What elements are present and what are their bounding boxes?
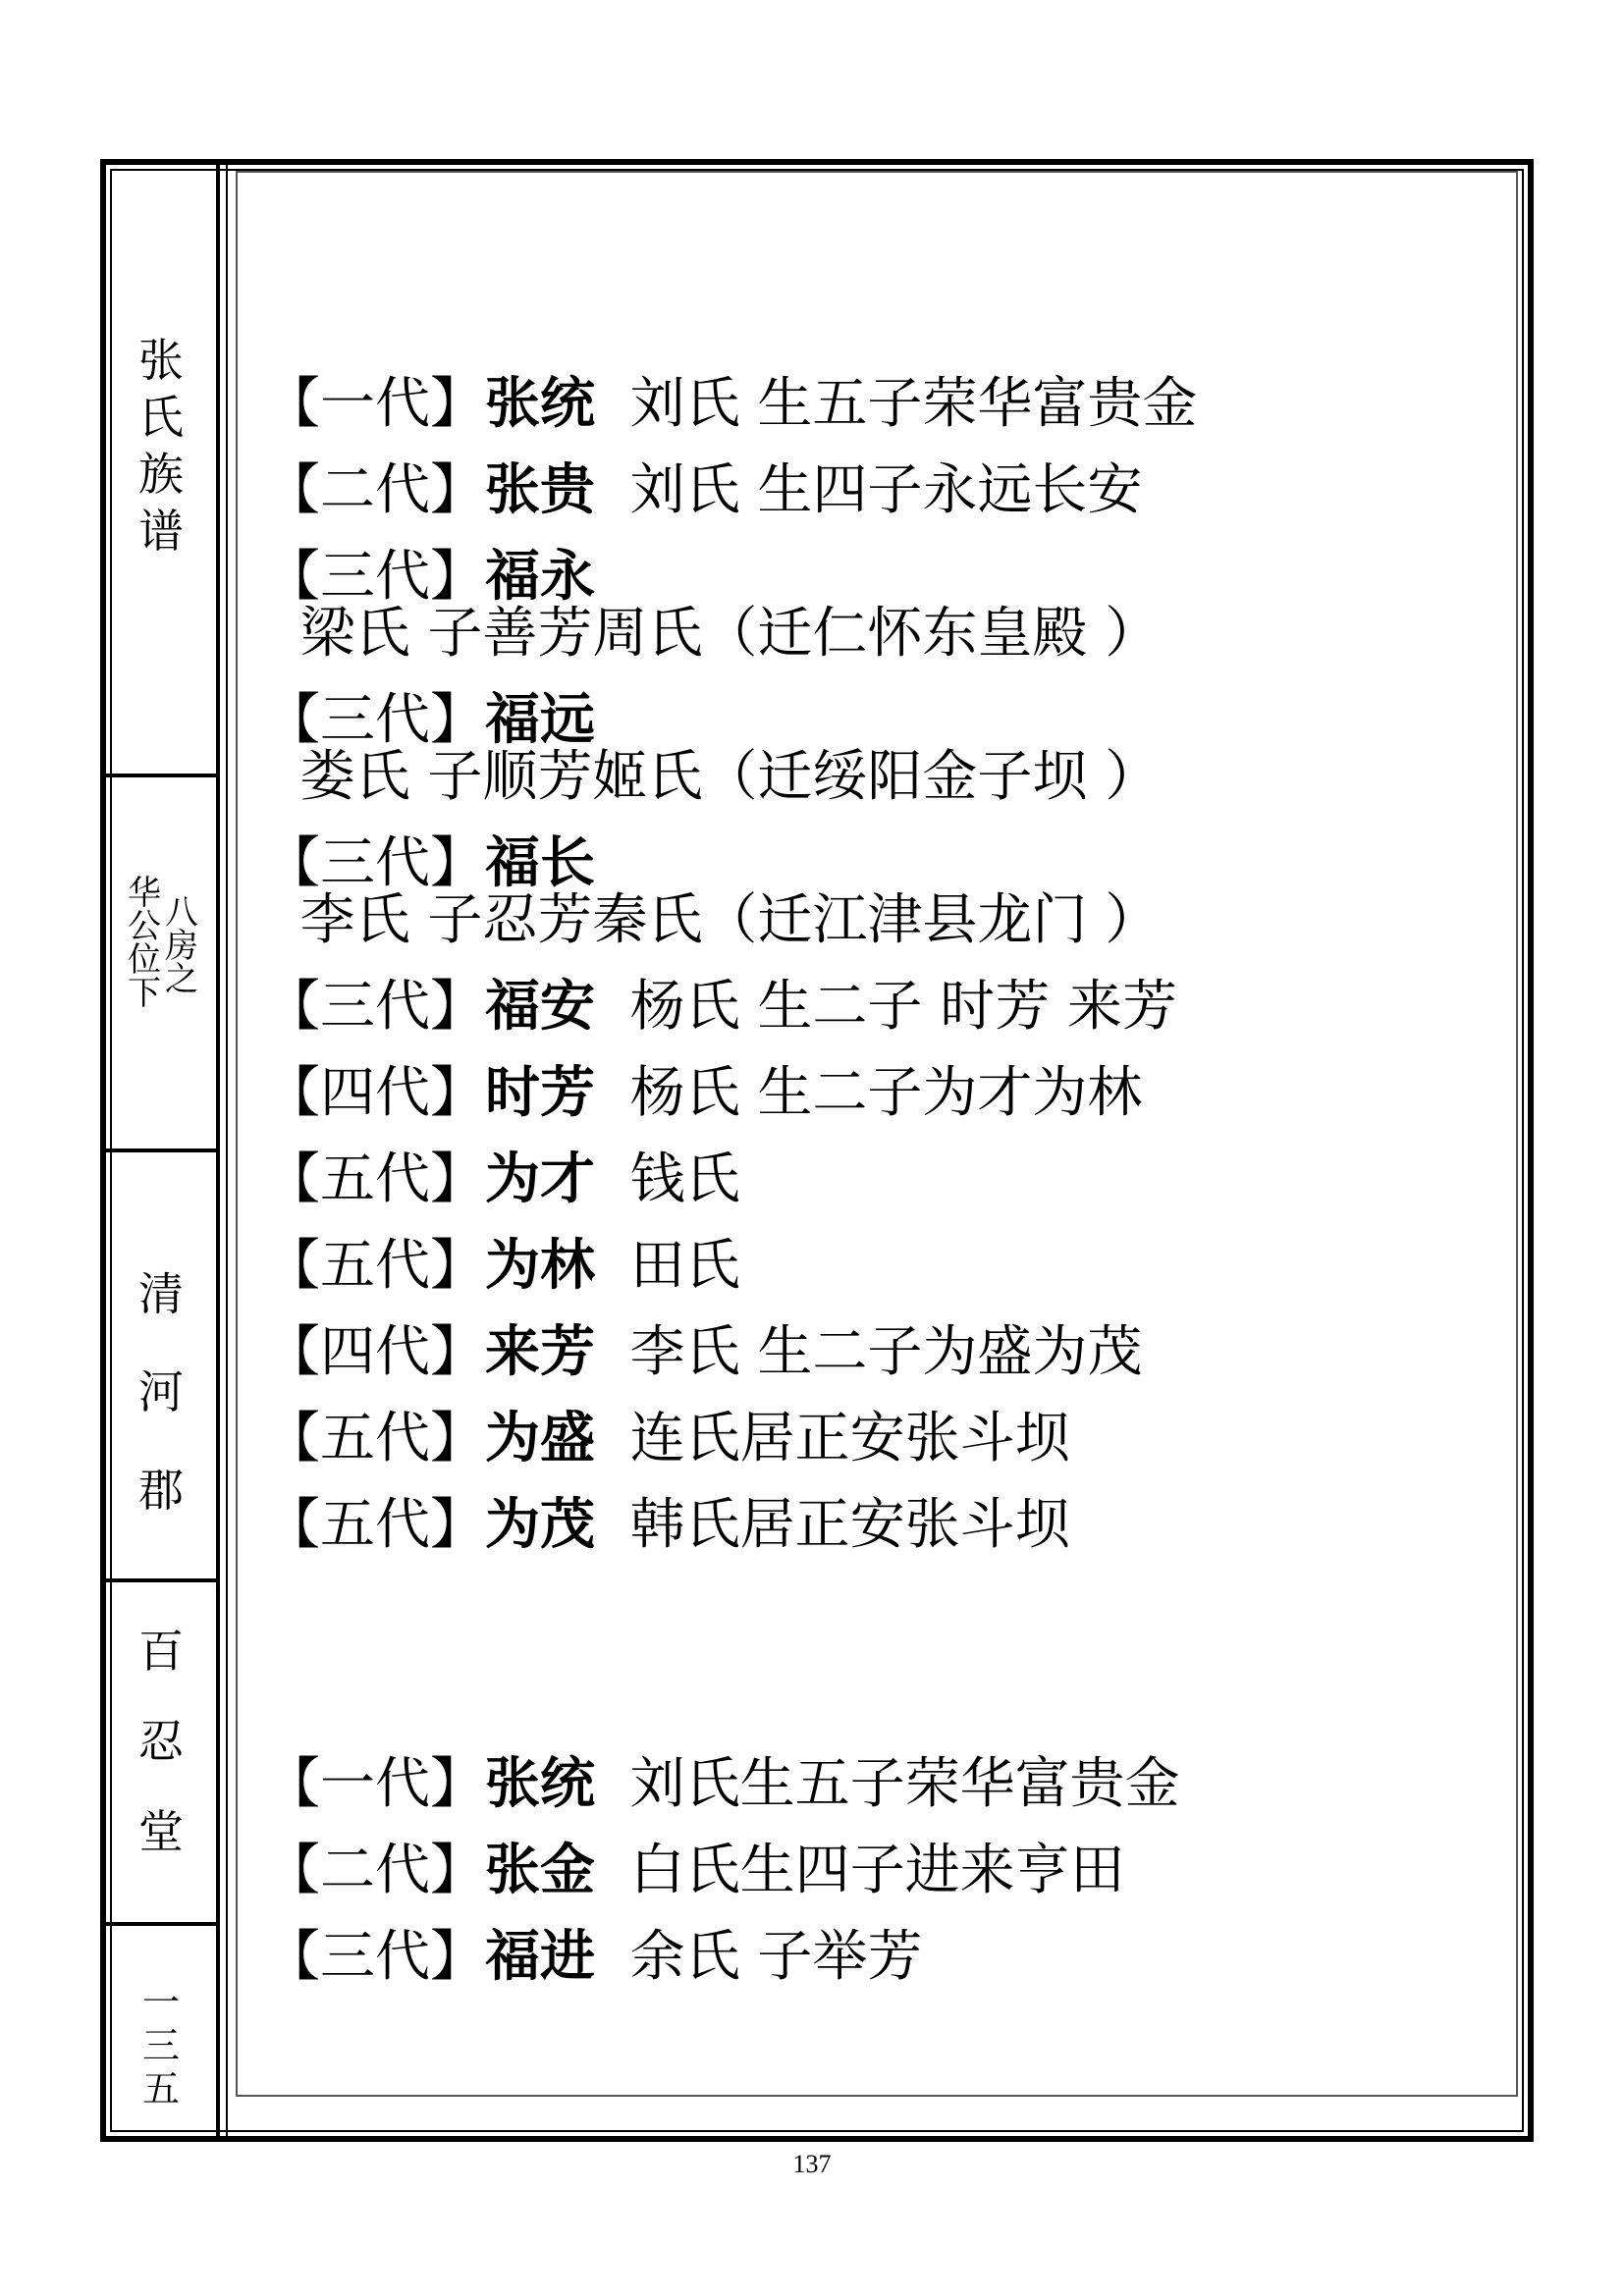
genealogy-entry (265, 458, 1502, 522)
genealogy-entry (265, 372, 1502, 436)
generation-tag: 【四代】 (265, 1061, 485, 1125)
genealogy-entry (265, 1320, 1502, 1384)
genealogy-entry (265, 1061, 1502, 1125)
generation-tag: 【三代】 (265, 688, 485, 752)
generation-tag: 【一代】 (265, 372, 485, 436)
branch-col-2: 华公位下 (128, 874, 161, 1013)
genealogy-entry (265, 1407, 1502, 1470)
generation-tag: 【五代】 (265, 1493, 485, 1557)
sidebar-inner-rule (226, 165, 228, 2136)
book-title (106, 332, 216, 560)
hall-text: 百忍堂 (138, 1625, 184, 1858)
sidebar-divider (106, 774, 216, 777)
entry-details: 刘氏 生四子永远长安 (629, 458, 1143, 522)
entries-block-1 (265, 372, 1502, 1557)
person-name: 福远 (485, 688, 595, 752)
leaf-number (106, 1981, 216, 2110)
entry-details: 钱氏 (629, 1148, 740, 1211)
person-name: 为盛 (485, 1407, 595, 1470)
commandery-label (106, 1245, 216, 1539)
sidebar (106, 165, 220, 2136)
branch-col-1: 八房之 (165, 893, 198, 999)
entry-details: 李氏 生二子为盛为茂 (629, 1320, 1143, 1384)
entry-details: 韩氏居正安张斗坝 (629, 1493, 1070, 1557)
generation-tag: 【三代】 (265, 1925, 485, 1989)
generation-tag: 【二代】 (265, 458, 485, 522)
genealogy-entry (265, 1752, 1502, 1816)
generation-tag: 【三代】 (265, 545, 485, 609)
generation-tag: 【五代】 (265, 1148, 485, 1211)
person-name: 福安 (485, 975, 595, 1039)
genealogy-entry (265, 1925, 1502, 1989)
book-title-text: 张氏族谱 (138, 334, 184, 558)
entry-details: 娄氏 子顺芳姬氏（迁绥阳金子坝 ） (299, 745, 1161, 809)
person-name: 来芳 (485, 1320, 595, 1384)
person-name: 张贵 (485, 458, 595, 522)
sidebar-divider (106, 1922, 216, 1926)
branch-label (106, 874, 216, 1093)
person-name: 为才 (485, 1148, 595, 1211)
entries-block-2 (265, 1752, 1502, 1989)
genealogy-entry (265, 1148, 1502, 1211)
entry-details: 白氏生四子进来亨田 (629, 1839, 1125, 1902)
commandery-text: 清河郡 (138, 1267, 184, 1517)
genealogy-entry (265, 1493, 1502, 1557)
hall-label (106, 1606, 216, 1877)
entry-details: 刘氏生五子荣华富贵金 (629, 1752, 1180, 1816)
entry-details: 杨氏 生二子为才为林 (629, 1061, 1143, 1125)
generation-tag: 【二代】 (265, 1839, 485, 1902)
person-name: 福永 (485, 545, 595, 609)
sidebar-divider (106, 1578, 216, 1582)
leaf-number-text: 一三五 (141, 1981, 180, 2110)
generation-tag: 【五代】 (265, 1234, 485, 1298)
block-spacer (265, 1583, 1502, 1756)
entry-details: 杨氏 生二子 时芳 来芳 (629, 975, 1178, 1039)
genealogy-entry (265, 975, 1483, 1039)
generation-tag: 【四代】 (265, 1320, 485, 1384)
entry-details: 连氏居正安张斗坝 (629, 1407, 1070, 1470)
person-name: 福进 (485, 1925, 595, 1989)
person-name: 张统 (485, 372, 595, 436)
generation-tag: 【三代】 (265, 975, 485, 1039)
entry-details: 田氏 (629, 1234, 740, 1298)
person-name: 为林 (485, 1234, 595, 1298)
person-name: 张统 (485, 1752, 595, 1816)
entry-details: 余氏 子举芳 (629, 1925, 923, 1989)
genealogy-entry (265, 688, 1483, 809)
person-name: 为茂 (485, 1493, 595, 1557)
page-number: 137 (792, 2150, 832, 2178)
genealogy-entry (265, 1234, 1502, 1298)
genealogy-entry (265, 545, 1483, 666)
generation-tag: 【一代】 (265, 1752, 485, 1816)
person-name: 福长 (485, 831, 595, 895)
generation-tag: 【五代】 (265, 1407, 485, 1470)
person-name: 时芳 (485, 1061, 595, 1125)
genealogy-entry (265, 831, 1483, 952)
person-name: 张金 (485, 1839, 595, 1902)
genealogy-entries (265, 372, 1502, 2015)
entry-details: 李氏 子忍芳秦氏（迁江津县龙门 ） (299, 888, 1161, 952)
entry-details: 梁氏 子善芳周氏（迁仁怀东皇殿 ） (299, 602, 1161, 666)
sidebar-divider (106, 1148, 216, 1152)
entry-details: 刘氏 生五子荣华富贵金 (629, 372, 1198, 436)
generation-tag: 【三代】 (265, 831, 485, 895)
genealogy-entry (265, 1839, 1502, 1902)
